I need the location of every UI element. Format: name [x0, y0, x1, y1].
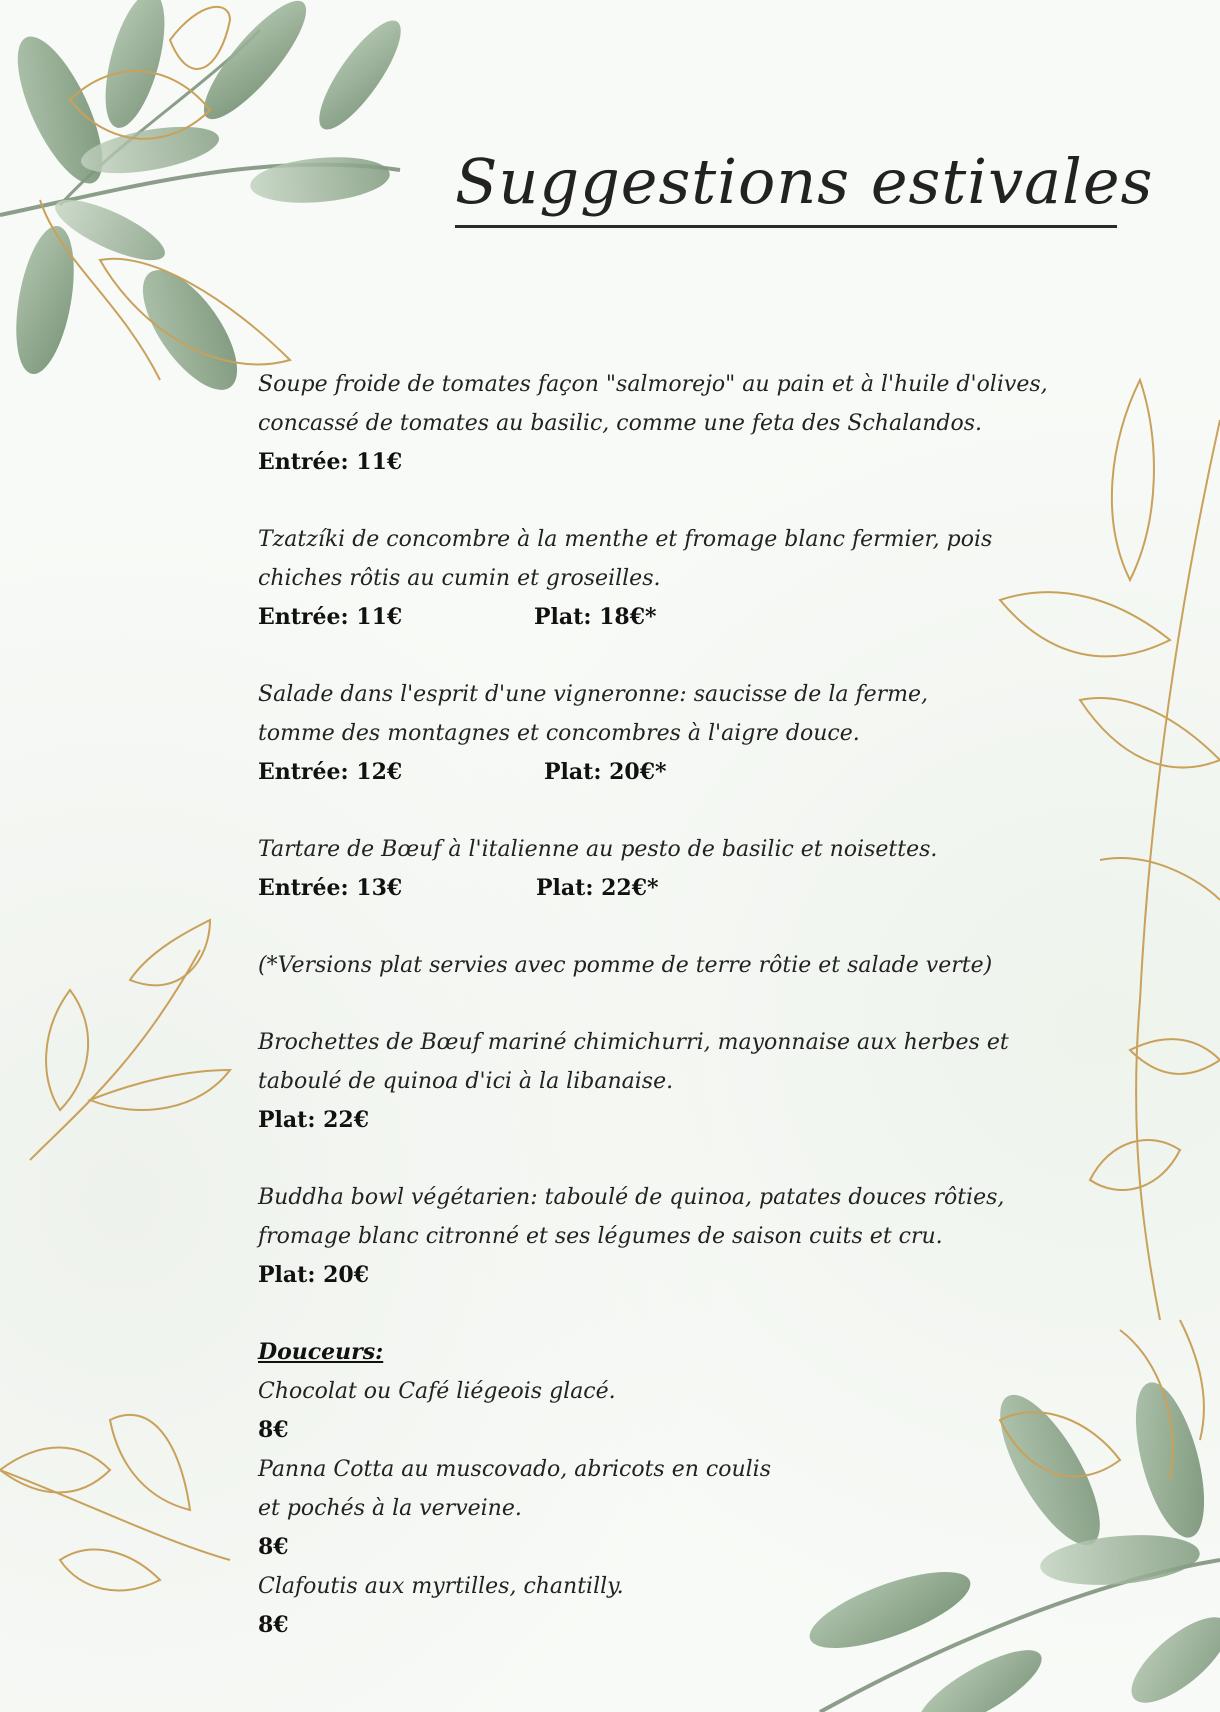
item-description-line: Soupe froide de tomates façon "salmorejo" au pain et à l'huile d'olives,	[258, 372, 1048, 397]
menu-item-tzatziki	[258, 520, 1058, 637]
item-description-line: taboulé de quinoa d'ici à la libanaise.	[258, 1069, 674, 1094]
plat-price: Plat: 20€*	[544, 759, 667, 785]
item-description-line: Brochettes de Bœuf mariné chimichurri, mayonnaise aux herbes et	[258, 1030, 1009, 1055]
page-title: Suggestions estivales	[455, 145, 1154, 218]
plat-price: Plat: 20€	[258, 1262, 370, 1288]
item-prices	[258, 598, 1058, 637]
entree-price: Entrée: 13€	[258, 875, 403, 901]
item-prices	[258, 753, 1058, 792]
item-description-line: Tzatzíki de concombre à la menthe et fromage blanc fermier, pois	[258, 527, 993, 552]
menu-item-buddha-bowl	[258, 1178, 1058, 1295]
item-prices	[258, 869, 1058, 908]
menu-list	[258, 365, 1058, 1645]
menu-item-salade-vigneronne	[258, 675, 1058, 792]
item-prices	[258, 443, 1058, 482]
entree-price: Entrée: 11€	[258, 449, 403, 475]
plat-price: Plat: 22€	[258, 1107, 370, 1133]
dessert-description-line: Chocolat ou Café liégeois glacé.	[258, 1379, 616, 1404]
desserts-section	[258, 1333, 1058, 1645]
desserts-heading: Douceurs:	[258, 1339, 384, 1365]
plat-note: (*Versions plat servies avec pomme de terre rôtie et salade verte)	[258, 953, 993, 978]
left-gold-leaves-icon	[30, 920, 230, 1160]
entree-price: Entrée: 12€	[258, 759, 403, 785]
title-underline	[455, 225, 1117, 228]
item-description-line: Tartare de Bœuf à l'italienne au pesto de basilic et noisettes.	[258, 837, 938, 862]
dessert-price: 8€	[258, 1612, 289, 1638]
top-left-leaves-icon	[0, 0, 414, 405]
bottom-left-gold-leaves-icon	[0, 1415, 230, 1591]
item-description-line: chiches rôtis au cumin et groseilles.	[258, 566, 661, 591]
item-description-line: Salade dans l'esprit d'une vigneronne: saucisse de la ferme,	[258, 682, 929, 707]
dessert-price: 8€	[258, 1417, 289, 1443]
menu-item-brochettes	[258, 1023, 1058, 1140]
menu-item-salmorejo	[258, 365, 1058, 482]
item-description-line: Buddha bowl végétarien: taboulé de quinoa, patates douces rôties,	[258, 1185, 1005, 1210]
plat-price: Plat: 18€*	[534, 604, 657, 630]
menu-item-tartare	[258, 830, 1058, 908]
item-description-line: fromage blanc citronné et ses légumes de saison cuits et cru.	[258, 1224, 943, 1249]
item-description-line: concassé de tomates au basilic, comme une feta des Schalandos.	[258, 411, 983, 436]
entree-price: Entrée: 11€	[258, 604, 403, 630]
dessert-price: 8€	[258, 1534, 289, 1560]
dessert-description-line: et pochés à la verveine.	[258, 1496, 522, 1521]
plat-price: Plat: 22€*	[536, 875, 659, 901]
dessert-description-line: Panna Cotta au muscovado, abricots en coulis	[258, 1457, 771, 1482]
dessert-description-line: Clafoutis aux myrtilles, chantilly.	[258, 1574, 624, 1599]
item-description-line: tomme des montagnes et concombres à l'aigre douce.	[258, 721, 860, 746]
